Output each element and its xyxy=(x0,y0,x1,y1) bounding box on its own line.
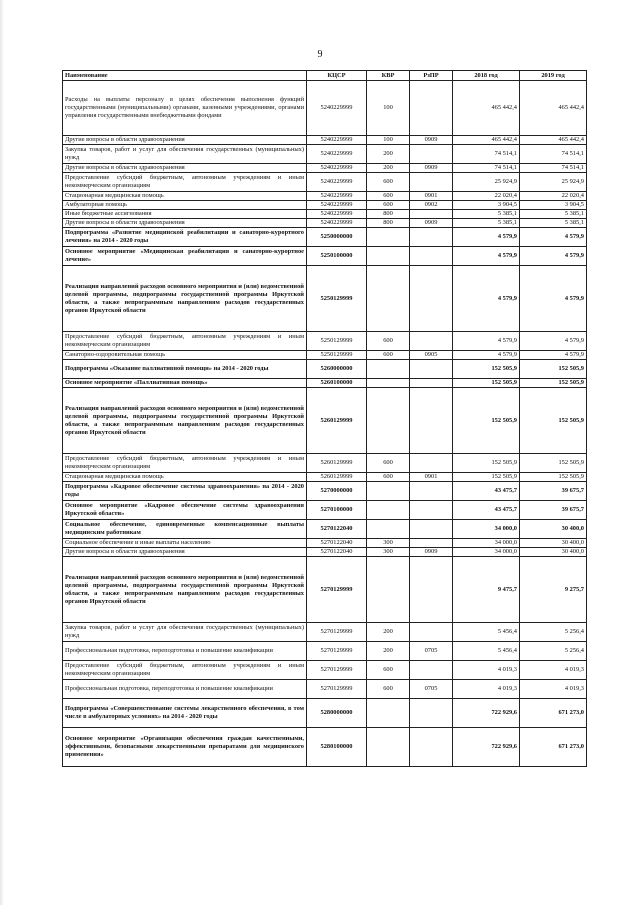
row-kvr: 800 xyxy=(367,210,410,219)
row-kvr xyxy=(367,520,410,539)
row-2019: 4 019,3 xyxy=(520,680,587,699)
row-rzpr: 0909 xyxy=(410,164,453,173)
row-rzpr xyxy=(410,699,453,728)
table-row xyxy=(63,173,587,192)
row-rzpr: 0902 xyxy=(410,201,453,210)
row-2019: 30 400,0 xyxy=(520,520,587,539)
row-2019: 39 675,7 xyxy=(520,501,587,520)
row-kvr: 300 xyxy=(367,548,410,557)
budget-table xyxy=(62,70,587,767)
row-rzpr xyxy=(410,210,453,219)
table-row xyxy=(63,247,587,266)
row-rzpr xyxy=(410,501,453,520)
table-header-row xyxy=(63,71,587,81)
table-row xyxy=(63,539,587,548)
header-kvr: КВР xyxy=(367,71,410,81)
table-row xyxy=(63,473,587,482)
row-2019: 152 505,9 xyxy=(520,379,587,388)
row-kcsr: 5240229999 xyxy=(307,210,367,219)
row-rzpr xyxy=(410,388,453,454)
row-name: Закупка товаров, работ и услуг для обеспечения государственных (муниципальных) нужд xyxy=(63,623,307,642)
table-row xyxy=(63,680,587,699)
row-kvr: 600 xyxy=(367,192,410,201)
row-kvr: 100 xyxy=(367,136,410,145)
row-rzpr: 0909 xyxy=(410,219,453,228)
row-name: Амбулаторная помощь xyxy=(63,201,307,210)
row-kvr: 600 xyxy=(367,351,410,360)
row-2019: 4 579,9 xyxy=(520,266,587,332)
row-kvr xyxy=(367,501,410,520)
row-rzpr xyxy=(410,623,453,642)
row-name: Другие вопросы в области здравоохранения xyxy=(63,219,307,228)
row-name: Подпрограмма «Кадровое обеспечение системы здравоохранения» на 2014 - 2020 годы xyxy=(63,482,307,501)
row-kcsr: 5270129999 xyxy=(307,557,367,623)
row-name: Подпрограмма «Оказание паллиативной помощи» на 2014 - 2020 годы xyxy=(63,360,307,379)
row-kvr: 200 xyxy=(367,642,410,661)
table-row xyxy=(63,164,587,173)
row-2019: 22 020,4 xyxy=(520,192,587,201)
row-kcsr: 5250129999 xyxy=(307,332,367,351)
row-kvr xyxy=(367,228,410,247)
row-2019: 30 400,0 xyxy=(520,539,587,548)
table-row xyxy=(63,642,587,661)
row-kcsr: 5270129999 xyxy=(307,661,367,680)
row-2019: 4 579,9 xyxy=(520,351,587,360)
row-rzpr: 0705 xyxy=(410,642,453,661)
header-rzpr: РзПР xyxy=(410,71,453,81)
row-name: Закупка товаров, работ и услуг для обеспечения государственных (муниципальных) нужд xyxy=(63,145,307,164)
row-kcsr: 5240229999 xyxy=(307,192,367,201)
row-2019: 671 273,0 xyxy=(520,699,587,728)
row-rzpr xyxy=(410,173,453,192)
row-kvr xyxy=(367,266,410,332)
row-kcsr: 5250129999 xyxy=(307,266,367,332)
row-rzpr xyxy=(410,247,453,266)
table-row xyxy=(63,388,587,454)
row-rzpr: 0909 xyxy=(410,136,453,145)
table-row xyxy=(63,699,587,728)
row-kcsr: 5240229999 xyxy=(307,164,367,173)
row-2018: 465 442,4 xyxy=(453,136,520,145)
row-kcsr: 5260129999 xyxy=(307,454,367,473)
row-name: Расходы на выплаты персоналу в целях обеспечения выполнения функций государственными (муниципальными) органами, казенными учреждениями, органами управления государственными внебюджетными фондами xyxy=(63,81,307,136)
row-kcsr: 5240229999 xyxy=(307,136,367,145)
row-rzpr: 0905 xyxy=(410,351,453,360)
row-rzpr xyxy=(410,332,453,351)
row-2019: 74 514,1 xyxy=(520,164,587,173)
row-kvr: 600 xyxy=(367,473,410,482)
row-kvr: 600 xyxy=(367,201,410,210)
row-kcsr: 5270000000 xyxy=(307,482,367,501)
table-row xyxy=(63,351,587,360)
row-2018: 5 385,1 xyxy=(453,210,520,219)
row-kvr xyxy=(367,360,410,379)
row-2018: 25 924,9 xyxy=(453,173,520,192)
row-kcsr: 5270122040 xyxy=(307,539,367,548)
table-row xyxy=(63,623,587,642)
row-2018: 4 579,9 xyxy=(453,266,520,332)
row-name: Предоставление субсидий бюджетным, автономным учреждениям и иным некоммерческим организациям xyxy=(63,173,307,192)
row-kcsr: 5270122040 xyxy=(307,548,367,557)
row-kvr xyxy=(367,728,410,767)
row-rzpr xyxy=(410,360,453,379)
row-rzpr xyxy=(410,228,453,247)
row-kvr: 600 xyxy=(367,680,410,699)
row-2019: 25 924,9 xyxy=(520,173,587,192)
row-kvr xyxy=(367,699,410,728)
table-row xyxy=(63,332,587,351)
row-name: Предоставление субсидий бюджетным, автономным учреждениям и иным некоммерческим организациям xyxy=(63,454,307,473)
row-2019: 74 514,1 xyxy=(520,145,587,164)
row-rzpr: 0705 xyxy=(410,680,453,699)
row-rzpr xyxy=(410,379,453,388)
row-2019: 9 275,7 xyxy=(520,557,587,623)
row-kcsr: 5250129999 xyxy=(307,351,367,360)
row-name: Профессиональная подготовка, переподготовка и повышение квалификации xyxy=(63,680,307,699)
row-2019: 465 442,4 xyxy=(520,136,587,145)
row-kvr: 200 xyxy=(367,623,410,642)
row-kcsr: 5280100000 xyxy=(307,728,367,767)
row-kcsr: 5250100000 xyxy=(307,247,367,266)
row-2018: 5 456,4 xyxy=(453,623,520,642)
row-name: Санаторно-оздоровительная помощь xyxy=(63,351,307,360)
row-rzpr xyxy=(410,539,453,548)
row-kvr: 300 xyxy=(367,539,410,548)
table-row xyxy=(63,192,587,201)
row-kvr: 600 xyxy=(367,332,410,351)
row-rzpr: 0901 xyxy=(410,192,453,201)
row-name: Профессиональная подготовка, переподготовка и повышение квалификации xyxy=(63,642,307,661)
row-2018: 43 475,7 xyxy=(453,482,520,501)
row-2018: 4 579,9 xyxy=(453,247,520,266)
row-2018: 152 505,9 xyxy=(453,473,520,482)
row-2018: 465 442,4 xyxy=(453,81,520,136)
row-kvr xyxy=(367,388,410,454)
row-2019: 4 579,9 xyxy=(520,247,587,266)
row-2018: 152 505,9 xyxy=(453,454,520,473)
table-row xyxy=(63,520,587,539)
row-2019: 5 385,1 xyxy=(520,219,587,228)
table-row xyxy=(63,201,587,210)
row-2019: 152 505,9 xyxy=(520,388,587,454)
row-kvr: 600 xyxy=(367,454,410,473)
row-name: Основное мероприятие «Медицинская реабилитация и санаторно-курортное лечение» xyxy=(63,247,307,266)
row-kvr xyxy=(367,247,410,266)
row-2018: 34 000,0 xyxy=(453,539,520,548)
row-2018: 74 514,1 xyxy=(453,145,520,164)
row-kcsr: 5270100000 xyxy=(307,501,367,520)
row-name: Реализация направлений расходов основного мероприятия и (или) ведомственной целевой программы, подпрограммы государственной программы Иркутской области, а также непрограммным направлениям расходов государственных органов Иркутской области xyxy=(63,266,307,332)
row-kcsr: 5260100000 xyxy=(307,379,367,388)
row-rzpr xyxy=(410,482,453,501)
row-name: Предоставление субсидий бюджетным, автономным учреждениям и иным некоммерческим организациям xyxy=(63,661,307,680)
row-rzpr xyxy=(410,661,453,680)
row-2018: 5 456,4 xyxy=(453,642,520,661)
row-kvr: 800 xyxy=(367,219,410,228)
row-name: Основное мероприятие «Организация обеспечения граждан качественными, эффективными, безопасными лекарственными препаратами для медицинского применения» xyxy=(63,728,307,767)
table-row xyxy=(63,548,587,557)
row-rzpr xyxy=(410,557,453,623)
row-kcsr: 5270129999 xyxy=(307,642,367,661)
row-2019: 152 505,9 xyxy=(520,454,587,473)
row-kcsr: 5270129999 xyxy=(307,680,367,699)
row-kcsr: 5250000000 xyxy=(307,228,367,247)
row-kvr: 200 xyxy=(367,164,410,173)
row-rzpr xyxy=(410,454,453,473)
table-body xyxy=(63,81,587,767)
row-name: Основное мероприятие «Кадровое обеспечение системы здравоохранения Иркутской области» xyxy=(63,501,307,520)
table-row xyxy=(63,219,587,228)
row-2019: 4 019,3 xyxy=(520,661,587,680)
page-number: 9 xyxy=(317,49,323,60)
header-2019: 2019 год xyxy=(520,71,587,81)
row-name: Предоставление субсидий бюджетным, автономным учреждениям и иным некоммерческим организациям xyxy=(63,332,307,351)
row-rzpr xyxy=(410,145,453,164)
row-2019: 4 579,9 xyxy=(520,332,587,351)
row-2018: 4 019,3 xyxy=(453,661,520,680)
row-2018: 722 929,6 xyxy=(453,728,520,767)
table-row xyxy=(63,557,587,623)
row-name: Социальное обеспечение и иные выплаты населению xyxy=(63,539,307,548)
table-row xyxy=(63,661,587,680)
row-2019: 39 675,7 xyxy=(520,482,587,501)
row-name: Стационарная медицинская помощь xyxy=(63,192,307,201)
row-2019: 5 256,4 xyxy=(520,623,587,642)
row-name: Иные бюджетные ассигнования xyxy=(63,210,307,219)
header-2018: 2018 год xyxy=(453,71,520,81)
row-rzpr xyxy=(410,728,453,767)
row-2019: 465 442,4 xyxy=(520,81,587,136)
row-2018: 152 505,9 xyxy=(453,379,520,388)
row-2018: 152 505,9 xyxy=(453,360,520,379)
row-2018: 4 579,9 xyxy=(453,351,520,360)
row-2018: 152 505,9 xyxy=(453,388,520,454)
row-2018: 5 385,1 xyxy=(453,219,520,228)
row-kcsr: 5240229999 xyxy=(307,219,367,228)
row-2018: 4 579,9 xyxy=(453,228,520,247)
row-name: Реализация направлений расходов основного мероприятия и (или) ведомственной целевой программы, подпрограммы государственной программы Иркутской области, а также непрограммным направлениям расходов государственных органов Иркутской области xyxy=(63,557,307,623)
row-kcsr: 5240229999 xyxy=(307,81,367,136)
row-2019: 3 904,5 xyxy=(520,201,587,210)
row-2018: 3 904,5 xyxy=(453,201,520,210)
row-kvr: 100 xyxy=(367,81,410,136)
row-kcsr: 5240229999 xyxy=(307,173,367,192)
row-kvr xyxy=(367,482,410,501)
row-rzpr xyxy=(410,81,453,136)
row-2019: 30 400,0 xyxy=(520,548,587,557)
row-kcsr: 5260129999 xyxy=(307,473,367,482)
row-name: Основное мероприятие «Паллиативная помощь» xyxy=(63,379,307,388)
row-kcsr: 5240229999 xyxy=(307,145,367,164)
row-name: Социальное обеспечение, единовременные компенсационные выплаты медицинским работникам xyxy=(63,520,307,539)
row-2018: 34 000,0 xyxy=(453,548,520,557)
row-kvr xyxy=(367,379,410,388)
table-row xyxy=(63,266,587,332)
table-row xyxy=(63,81,587,136)
row-2018: 4 579,9 xyxy=(453,332,520,351)
table-row xyxy=(63,501,587,520)
row-2019: 152 505,9 xyxy=(520,473,587,482)
row-kcsr: 5280000000 xyxy=(307,699,367,728)
row-2018: 34 000,0 xyxy=(453,520,520,539)
row-kcsr: 5270129999 xyxy=(307,623,367,642)
row-kvr: 600 xyxy=(367,173,410,192)
row-2018: 9 475,7 xyxy=(453,557,520,623)
row-name: Стационарная медицинская помощь xyxy=(63,473,307,482)
row-kcsr: 5270122040 xyxy=(307,520,367,539)
row-name: Другие вопросы в области здравоохранения xyxy=(63,136,307,145)
row-kcsr: 5260000000 xyxy=(307,360,367,379)
header-name: Наименование xyxy=(63,71,307,81)
row-kvr: 600 xyxy=(367,661,410,680)
row-rzpr: 0909 xyxy=(410,548,453,557)
table-row xyxy=(63,379,587,388)
table-row xyxy=(63,145,587,164)
table-row xyxy=(63,136,587,145)
row-2019: 5 256,4 xyxy=(520,642,587,661)
row-name: Другие вопросы в области здравоохранения xyxy=(63,548,307,557)
row-2018: 74 514,1 xyxy=(453,164,520,173)
header-kcsr: КЦСР xyxy=(307,71,367,81)
row-2018: 43 475,7 xyxy=(453,501,520,520)
row-rzpr: 0901 xyxy=(410,473,453,482)
scan-edge xyxy=(0,0,4,905)
row-2019: 5 385,1 xyxy=(520,210,587,219)
table-row xyxy=(63,482,587,501)
row-2018: 4 019,3 xyxy=(453,680,520,699)
table-row xyxy=(63,728,587,767)
row-name: Другие вопросы в области здравоохранения xyxy=(63,164,307,173)
row-2018: 722 929,6 xyxy=(453,699,520,728)
row-rzpr xyxy=(410,520,453,539)
row-name: Подпрограмма «Совершенствование системы лекарственного обеспечения, в том числе в амбулаторных условиях» на 2014 - 2020 годы xyxy=(63,699,307,728)
row-name: Подпрограмма «Развитие медицинской реабилитации и санаторно-курортного лечения» на 2014 - 2020 годы xyxy=(63,228,307,247)
row-kvr: 200 xyxy=(367,145,410,164)
row-kcsr: 5240229999 xyxy=(307,201,367,210)
row-2018: 22 020,4 xyxy=(453,192,520,201)
table-row xyxy=(63,454,587,473)
row-name: Реализация направлений расходов основного мероприятия и (или) ведомственной целевой программы, подпрограммы государственной программы Иркутской области, а также непрограммным направлениям расходов государственных органов Иркутской области xyxy=(63,388,307,454)
table-row xyxy=(63,360,587,379)
row-2019: 152 505,9 xyxy=(520,360,587,379)
row-rzpr xyxy=(410,266,453,332)
row-2019: 671 273,0 xyxy=(520,728,587,767)
table-row xyxy=(63,210,587,219)
row-kvr xyxy=(367,557,410,623)
row-kcsr: 5260129999 xyxy=(307,388,367,454)
row-2019: 4 579,9 xyxy=(520,228,587,247)
table-row xyxy=(63,228,587,247)
